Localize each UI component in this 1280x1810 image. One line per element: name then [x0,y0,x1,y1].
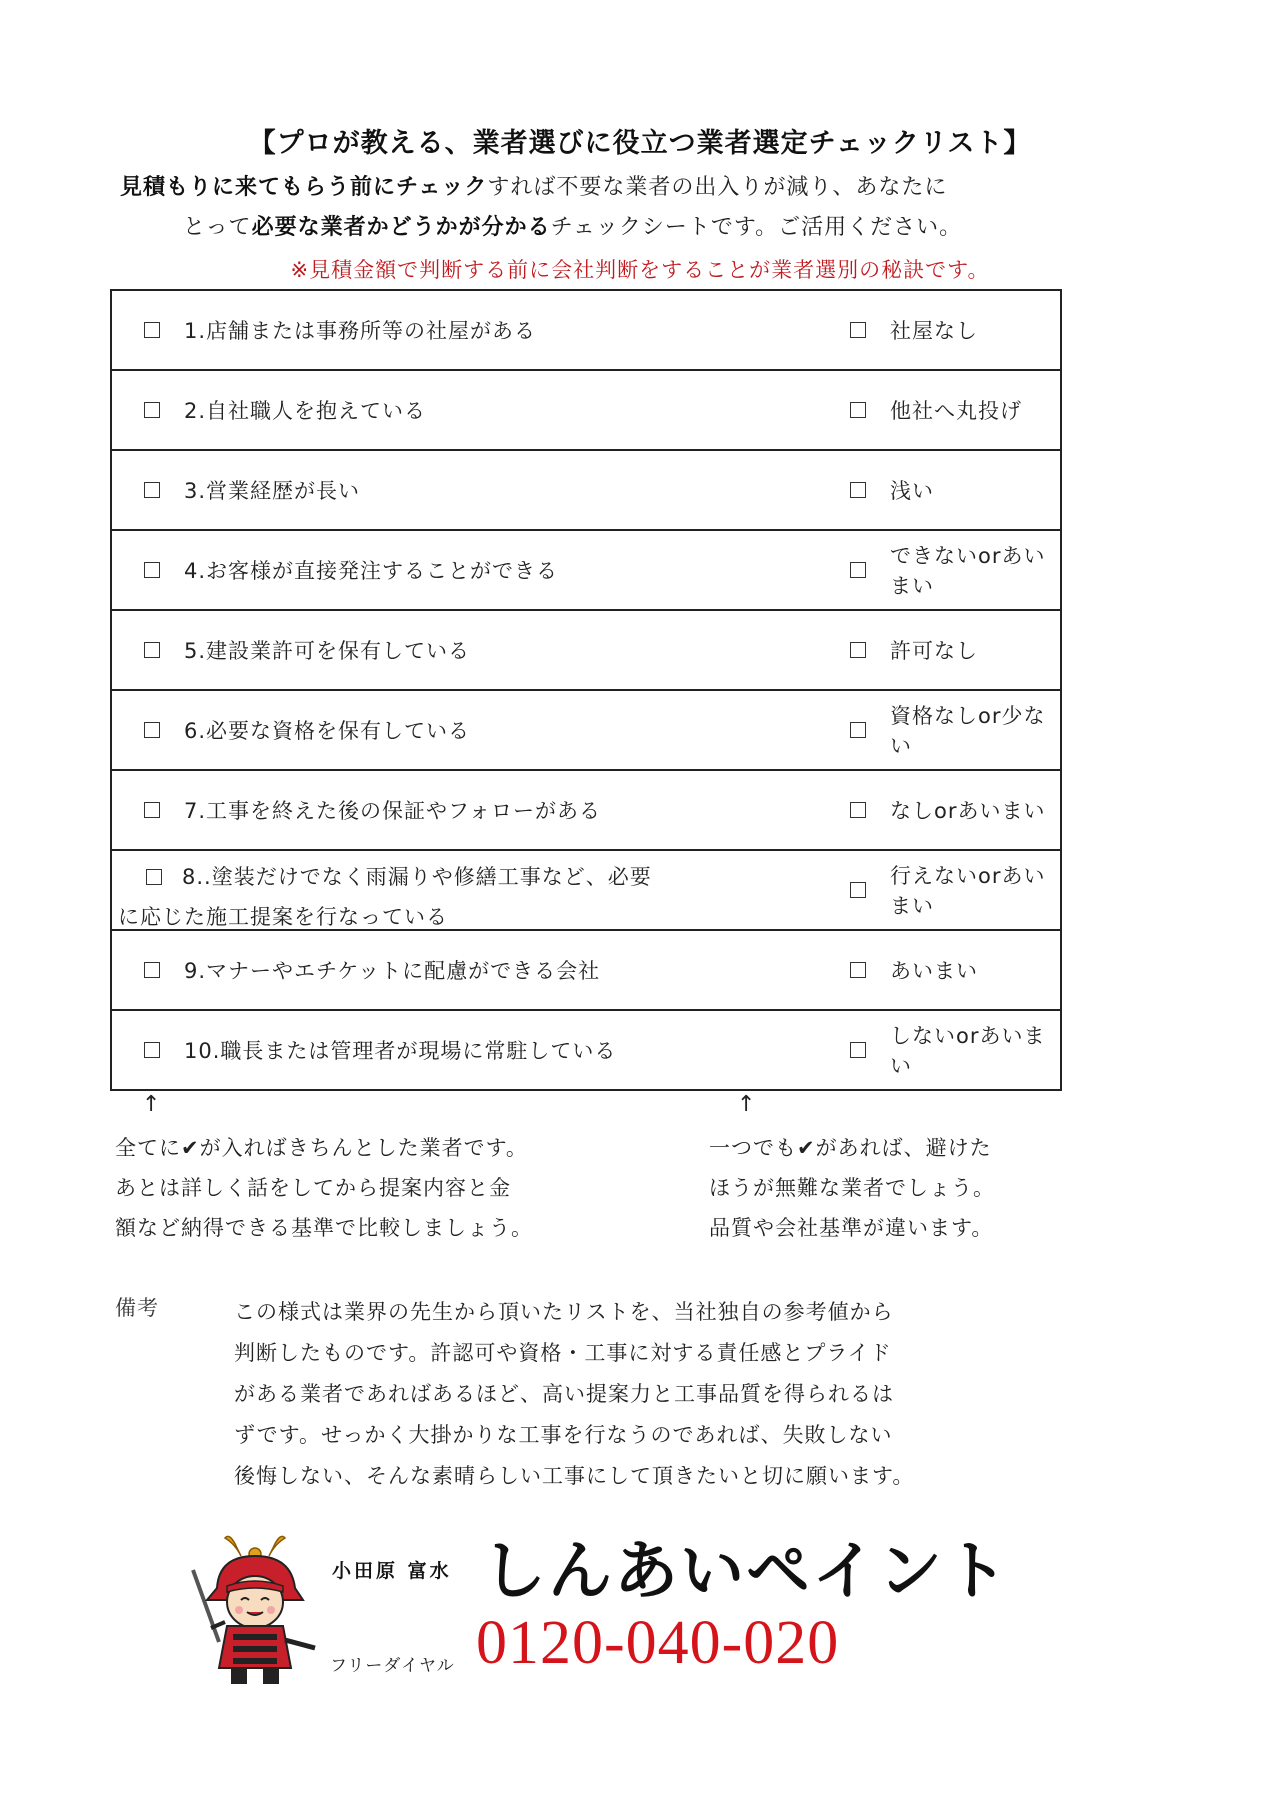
intro-bold: 必要な業者かどうかが分かる [251,215,551,240]
good-label: 1.店舗または事務所等の社屋がある [184,319,537,343]
checklist-row [112,931,1060,1011]
good-label: 8..塗装だけでなく雨漏りや修繕工事など、必要 [182,865,652,889]
good-cell [112,691,722,769]
good-cell [112,1011,722,1089]
bad-label: 行えないorあいまい [890,864,1046,918]
arrow-up-icon: ↑ [737,1092,756,1117]
remarks-line: がある業者であればあるほど、高い提案力と工事品質を得られるは [234,1382,894,1406]
checkbox-bad[interactable] [850,882,866,898]
checklist-row [112,851,1060,931]
bad-cell [732,931,1052,1009]
intro-text: とって [183,215,252,240]
checklist-row [112,531,1060,611]
samurai-mascot-icon [185,1530,320,1690]
checkbox-good[interactable] [144,402,160,418]
bad-label: 浅い [890,479,934,503]
good-line-1 [118,857,652,897]
good-label-line-2: に応じた施工提案を行なっている [118,905,448,929]
bad-cell [732,1011,1052,1089]
good-cell [112,371,722,449]
good-cell [112,931,722,1009]
footnote-line: 額など納得できる基準で比較しましょう。 [115,1216,533,1240]
checkbox-bad[interactable] [850,1042,866,1058]
checkmark-icon: ✔ [181,1136,200,1160]
footnote-line [709,1128,995,1168]
checkbox-bad[interactable] [850,802,866,818]
remarks-text [234,1292,1014,1497]
good-cell [112,531,722,609]
intro-line-2 [183,210,1223,241]
area-label: 小田原 富水 [332,1560,452,1582]
checkbox-good[interactable] [144,802,160,818]
checkbox-bad[interactable] [850,322,866,338]
notice-text: ※見積金額で判断する前に会社判断をすることが業者選別の秘訣です。 [290,258,990,282]
bad-footnote [709,1128,995,1248]
page-title: 【プロが教える、業者選びに役立つ業者選定チェックリスト】 [248,128,1032,159]
intro-text: チェックシートです。ご活用ください。 [550,215,963,240]
good-cell-multiline [118,857,652,937]
checkbox-good[interactable] [144,322,160,338]
checkbox-good[interactable] [144,562,160,578]
checkbox-bad[interactable] [850,722,866,738]
bad-cell [732,451,1052,529]
good-label: 10.職長または管理者が現場に常駐している [184,1039,617,1063]
bad-label: 許可なし [890,639,978,663]
bad-label: 資格なしor少ない [890,704,1046,758]
bad-cell [732,371,1052,449]
good-label: 7.工事を終えた後の保証やフォローがある [184,799,601,823]
checkbox-bad[interactable] [850,402,866,418]
footnote-text: 一つでも [709,1136,797,1160]
brand-logo: しんあいペイント [482,1535,1010,1609]
checkbox-bad[interactable] [850,962,866,978]
bad-cell [732,291,1052,369]
checklist-row [112,451,1060,531]
footnote-text: が入ればきちんとした業者です。 [199,1136,528,1160]
checkbox-good[interactable] [144,642,160,658]
good-label: 3.営業経歴が長い [184,479,361,503]
good-label: 2.自社職人を抱えている [184,399,427,423]
phone-number[interactable]: 0120-040-020 [476,1609,840,1677]
checkmark-icon: ✔ [797,1136,816,1160]
checklist-row [112,771,1060,851]
checkbox-bad[interactable] [850,642,866,658]
good-label: 4.お客様が直接発注することができる [184,559,559,583]
checkbox-good[interactable] [144,1042,160,1058]
bad-label: なしorあいまい [890,799,1046,823]
checklist-table [110,289,1062,1091]
good-label: 9.マナーやエチケットに配慮ができる会社 [184,959,601,983]
bad-label: できないorあいまい [890,544,1046,598]
bad-label: 他社へ丸投げ [890,399,1022,423]
arrow-up-icon: ↑ [142,1092,161,1117]
bad-cell [732,691,1052,769]
remarks-line: 判断したものです。許認可や資格・工事に対する責任感とプライド [234,1341,892,1365]
footnote-line: あとは詳しく話をしてから提案内容と金 [115,1176,511,1200]
checkbox-good[interactable] [144,722,160,738]
checkbox-bad[interactable] [850,482,866,498]
good-cell [112,771,722,849]
good-cell [112,451,722,529]
footnote-line [115,1128,533,1168]
checkbox-bad[interactable] [850,562,866,578]
footnote-text: があれば、避けた [815,1136,992,1160]
bad-label: しないorあいまい [890,1024,1046,1078]
good-label: 6.必要な資格を保有している [184,719,471,743]
remarks-label: 備考 [115,1296,159,1320]
checklist-row [112,691,1060,771]
good-footnote [115,1128,533,1248]
bad-cell [732,851,1052,929]
freedial-label: フリーダイヤル [330,1656,455,1676]
checklist-row [112,611,1060,691]
footnote-line: 品質や会社基準が違います。 [709,1216,994,1240]
bad-cell [732,531,1052,609]
good-cell [112,291,722,369]
checklist-row [112,371,1060,451]
footnote-line: ほうが無難な業者でしょう。 [709,1176,995,1200]
intro-bold: 見積もりに来てもらう前にチェック [120,175,488,200]
remarks-line: この様式は業界の先生から頂いたリストを、当社独自の参考値から [234,1300,894,1324]
bad-cell [732,771,1052,849]
bad-cell [732,611,1052,689]
good-label: 5.建設業許可を保有している [184,639,471,663]
checkbox-good[interactable] [146,869,162,885]
bad-label: あいまい [890,959,978,983]
intro-text: すれば不要な業者の出入りが減り、あなたに [487,175,948,200]
checkbox-good[interactable] [144,962,160,978]
remarks-line: ずです。せっかく大掛かりな工事を行なうのであれば、失敗しない [234,1423,893,1447]
remarks-line: 後悔しない、そんな素晴らしい工事にして頂きたいと切に願います。 [234,1464,915,1488]
good-cell [112,611,722,689]
checklist-row [112,1011,1060,1089]
footnote-text: 全てに [115,1136,181,1160]
checklist-row [112,291,1060,371]
bad-label: 社屋なし [890,319,978,343]
intro-line-1 [120,170,1160,201]
checkbox-good[interactable] [144,482,160,498]
